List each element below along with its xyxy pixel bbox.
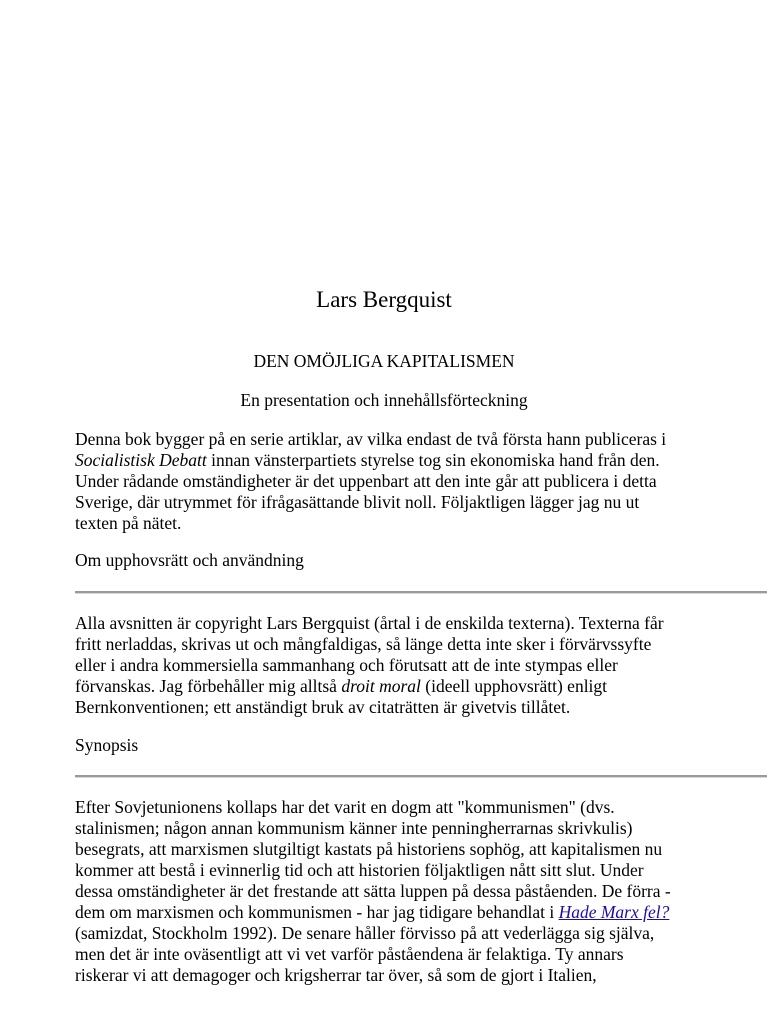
copyright-line-end: (ideell upphovsrätt) enligt [420, 676, 608, 696]
intro-line-rest: innan vänsterpartiets styrelse tog sin ekonomiska hand från den. [206, 450, 660, 470]
synopsis-paragraph [75, 797, 755, 986]
intro-line: Denna bok bygger på en serie artiklar, av vilka endast de två första hann publiceras i [75, 429, 667, 449]
copyright-line: Bernkonventionen; ett anständigt bruk av citaträtten är givetvis tillåtet. [75, 697, 571, 717]
hade-marx-fel-link[interactable]: Hade Marx fel? [558, 902, 670, 922]
synopsis-line: (samizdat, Stockholm 1992). De senare håller förvisso på att vederlägga sig själva, [75, 923, 655, 943]
horizontal-divider [75, 775, 767, 778]
copyright-heading: Om upphovsrätt och användning [75, 550, 304, 570]
copyright-line [75, 676, 755, 697]
journal-name: Socialistisk Debatt [75, 450, 207, 470]
copyright-line-start: förvanskas. Jag förbehåller mig alltså [75, 676, 342, 696]
synopsis-line: kommer att bestå i evinnerlig tid och att historien följaktligen nått sitt slut. Under [75, 860, 644, 880]
synopsis-line: besegrats, att marxismen slutgiltigt kastats på historiens sophög, att kapitalismen nu [75, 839, 663, 859]
copyright-line: fritt nerladdas, skrivas ut och mångfaldigas, så länge detta inte sker i förvärvssyfte [75, 634, 652, 654]
synopsis-line: stalinismen; någon annan kommunism känner inte penningherrarnas skrivkulis) [75, 818, 633, 838]
book-subtitle: En presentation och innehållsförteckning [240, 390, 528, 410]
synopsis-line: men det är inte oväsentligt att vi vet varför påståendena är felaktiga. Ty annars [75, 944, 624, 964]
intro-line: Sverige, där utrymmet för ifrågasättande blivit noll. Följaktligen lägger jag nu ut [75, 492, 640, 512]
synopsis-line: dessa omständigheter är det frestande att sätta luppen på dessa påståenden. De förra - [75, 881, 671, 901]
intro-line: Under rådande omständigheter är det uppenbart att den inte går att publicera i detta [75, 471, 657, 491]
synopsis-line: riskerar vi att demagoger och krigsherrar tar över, så som de gjort i Italien, [75, 965, 597, 985]
intro-line [75, 450, 755, 471]
copyright-paragraph [75, 613, 755, 718]
copyright-line: Alla avsnitten är copyright Lars Bergquist (årtal i de enskilda texterna). Texterna får [75, 613, 664, 633]
intro-line: texten på nätet. [75, 513, 182, 533]
droit-moral-term: droit moral [341, 676, 421, 696]
author-name: Lars Bergquist [316, 287, 452, 312]
book-title: DEN OMÖJLIGA KAPITALISMEN [253, 351, 515, 371]
synopsis-line [75, 902, 755, 923]
intro-paragraph [75, 429, 755, 534]
horizontal-divider [75, 591, 767, 594]
synopsis-heading: Synopsis [75, 735, 139, 755]
synopsis-line: Efter Sovjetunionens kollaps har det varit en dogm att "kommunismen" (dvs. [75, 797, 615, 817]
copyright-line: eller i andra kommersiella sammanhang och förutsatt att de inte stympas eller [75, 655, 618, 675]
synopsis-line-start: dem om marxismen och kommunismen - har jag tidigare behandlat i [75, 902, 559, 922]
